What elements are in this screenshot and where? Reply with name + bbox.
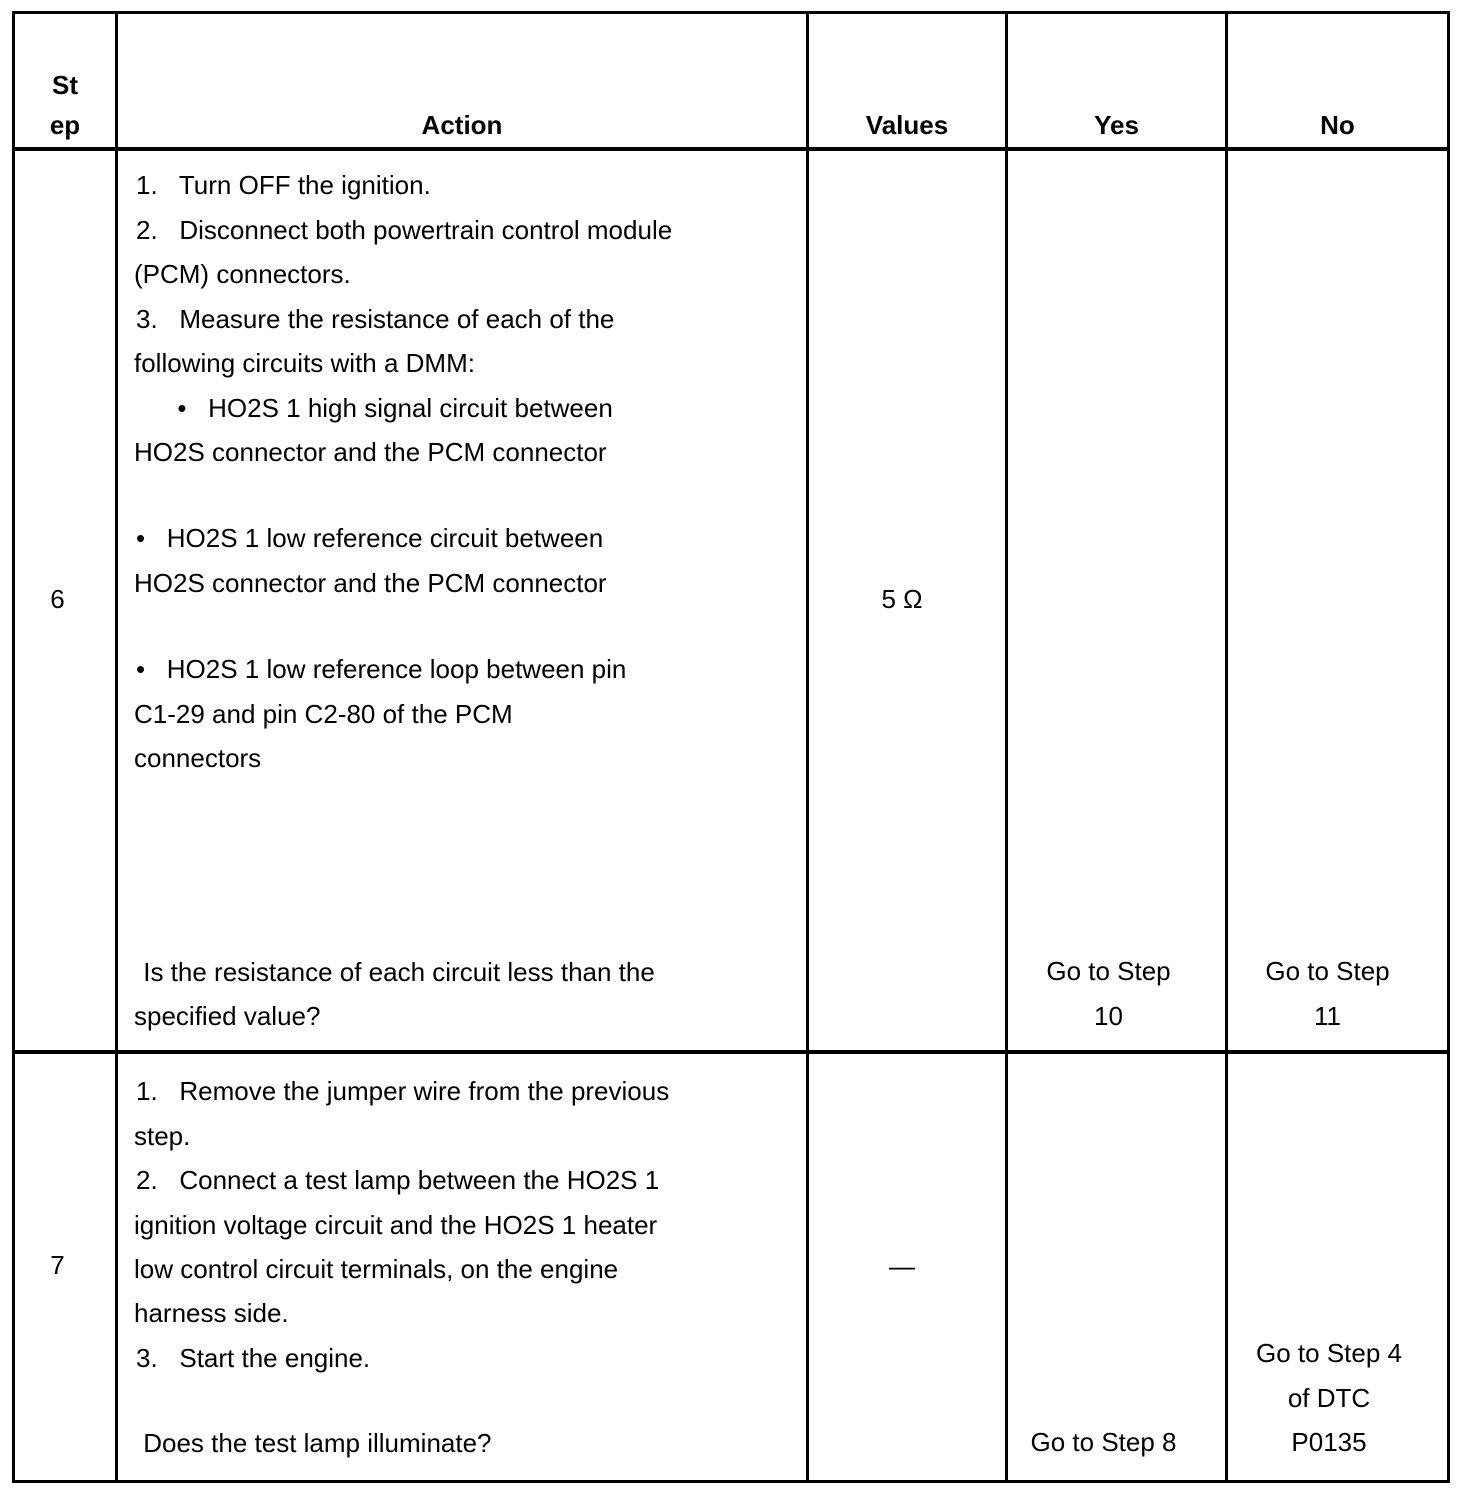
action-line: connectors xyxy=(134,743,262,773)
no-cell xyxy=(1228,949,1427,1038)
header-yes: Yes xyxy=(1094,110,1139,140)
action-line: 3. Start the engine. xyxy=(136,1343,371,1373)
action-line: ignition voltage circuit and the HO2S 1 heater xyxy=(134,1210,658,1240)
question-line: specified value? xyxy=(134,1001,321,1031)
action-line: HO2S connector and the PCM connector xyxy=(134,568,607,598)
question-line: Is the resistance of each circuit less than the xyxy=(136,957,655,987)
header-step-line2: ep xyxy=(49,110,81,140)
value-cell: — xyxy=(889,1251,915,1281)
yes-line: 10 xyxy=(1094,1000,1123,1031)
action-line: HO2S connector and the PCM connector xyxy=(134,437,607,467)
action-line: 2. Connect a test lamp between the HO2S 1 xyxy=(136,1165,660,1195)
action-line: step. xyxy=(134,1121,191,1151)
action-line: (PCM) connectors. xyxy=(134,259,351,289)
column-divider xyxy=(1225,11,1228,1483)
step-number: 7 xyxy=(50,1250,65,1280)
action-line: 1. Turn OFF the ignition. xyxy=(136,170,431,200)
header-step-line1: St xyxy=(52,70,78,100)
header-step xyxy=(15,65,115,145)
action-line: • HO2S 1 high signal circuit between xyxy=(134,393,613,423)
question-line: Does the test lamp illuminate? xyxy=(136,1428,492,1458)
action-line: 1. Remove the jumper wire from the previous xyxy=(136,1076,670,1106)
header-action: Action xyxy=(421,110,503,140)
column-divider xyxy=(115,11,118,1483)
no-line: 11 xyxy=(1314,1000,1341,1031)
action-line: 3. Measure the resistance of each of the xyxy=(136,304,615,334)
no-cell xyxy=(1228,1331,1430,1465)
action-line: • HO2S 1 low reference circuit between xyxy=(136,523,604,553)
action-line: • HO2S 1 low reference loop between pin xyxy=(136,654,627,684)
no-line: Go to Step 4 xyxy=(1256,1338,1402,1368)
yes-line: Go to Step xyxy=(1046,956,1171,986)
action-line: low control circuit terminals, on the engine xyxy=(134,1254,619,1284)
value-cell: 5 Ω xyxy=(881,584,923,614)
no-line: Go to Step xyxy=(1265,956,1390,986)
yes-cell xyxy=(1008,949,1209,1038)
step-number: 6 xyxy=(50,584,65,614)
header-divider xyxy=(12,147,1450,151)
yes-line: Go to Step 8 xyxy=(1030,1427,1177,1457)
column-divider xyxy=(1005,11,1008,1483)
row-divider xyxy=(12,1050,1450,1054)
action-line: following circuits with a DMM: xyxy=(134,348,475,378)
action-line: 2. Disconnect both powertrain control module xyxy=(136,215,673,245)
yes-cell xyxy=(1008,1420,1199,1465)
header-no: No xyxy=(1320,110,1355,140)
header-values: Values xyxy=(865,110,949,140)
action-line: harness side. xyxy=(134,1298,289,1328)
action-line: C1-29 and pin C2-80 of the PCM xyxy=(134,699,513,729)
no-line: of DTC xyxy=(1287,1382,1371,1413)
no-line: P0135 xyxy=(1291,1427,1367,1457)
